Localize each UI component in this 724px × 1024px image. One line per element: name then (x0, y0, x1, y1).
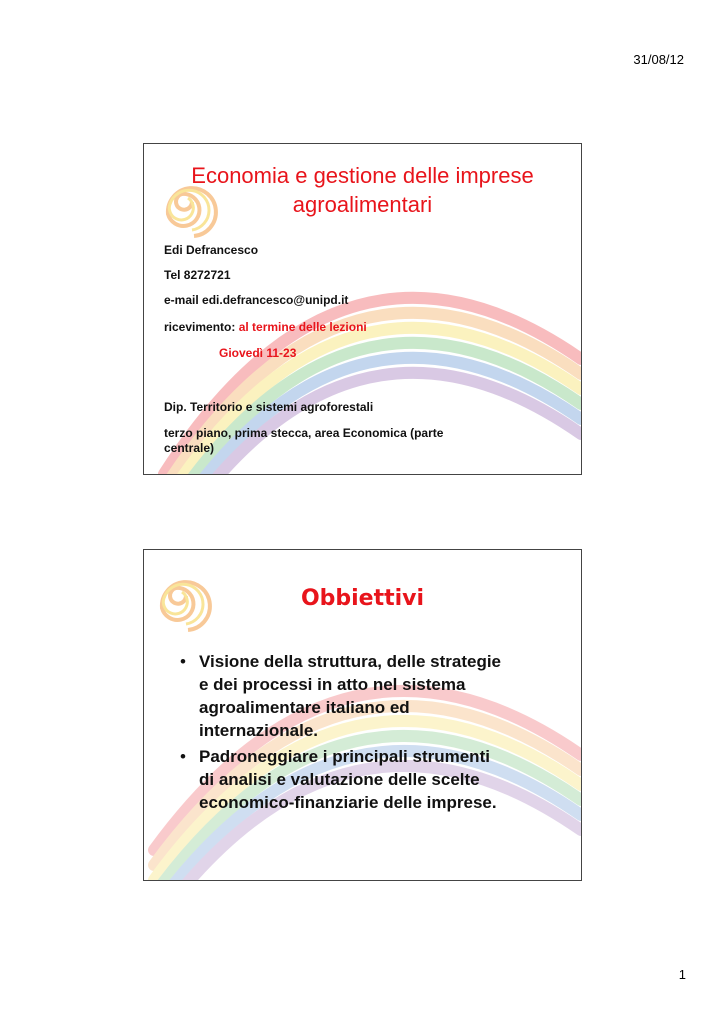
slide-title (143, 143, 582, 475)
office-hours (164, 320, 367, 335)
date-label: 31/08/12 (633, 52, 684, 67)
contact-tel: Tel 8272721 (164, 268, 231, 282)
title-line-1: Economia e gestione delle imprese (191, 163, 534, 188)
slide-title-heading (144, 161, 581, 219)
location (164, 426, 443, 456)
bullet-line: Visione della struttura, delle strategie (199, 652, 502, 671)
objectives-list (180, 650, 560, 817)
office-hours-day: Giovedì 11-23 (219, 346, 297, 360)
contact-name: Edi Defrancesco (164, 243, 259, 257)
location-line-2: centrale) (164, 441, 215, 455)
list-item (180, 650, 560, 742)
bullet-line: agroalimentare italiano ed (199, 698, 410, 717)
contact-email: e-mail edi.defrancesco@unipd.it (164, 293, 349, 307)
page-number: 1 (678, 967, 686, 982)
title-line-2: agroalimentari (292, 192, 433, 217)
department: Dip. Territorio e sistemi agroforestali (164, 400, 374, 414)
office-hours-label: ricevimento: (164, 320, 236, 334)
bullet-line: e dei processi in atto nel sistema (199, 675, 466, 694)
bullet-glyph: • (180, 747, 186, 766)
objectives-heading: Obbiettivi (300, 586, 425, 611)
office-hours-value: al termine delle lezioni (238, 320, 367, 334)
list-item (180, 745, 560, 814)
bullet-line: economico-finanziarie delle imprese. (199, 793, 497, 812)
location-line-1: terzo piano, prima stecca, area Economica (parte (164, 426, 444, 440)
slide-objectives (143, 549, 582, 881)
bullet-line: Padroneggiare i principali strumenti (199, 747, 490, 766)
bullet-line: internazionale. (199, 721, 319, 740)
bullet-glyph: • (180, 652, 186, 671)
bullet-line: di analisi e valutazione delle scelte (199, 770, 480, 789)
